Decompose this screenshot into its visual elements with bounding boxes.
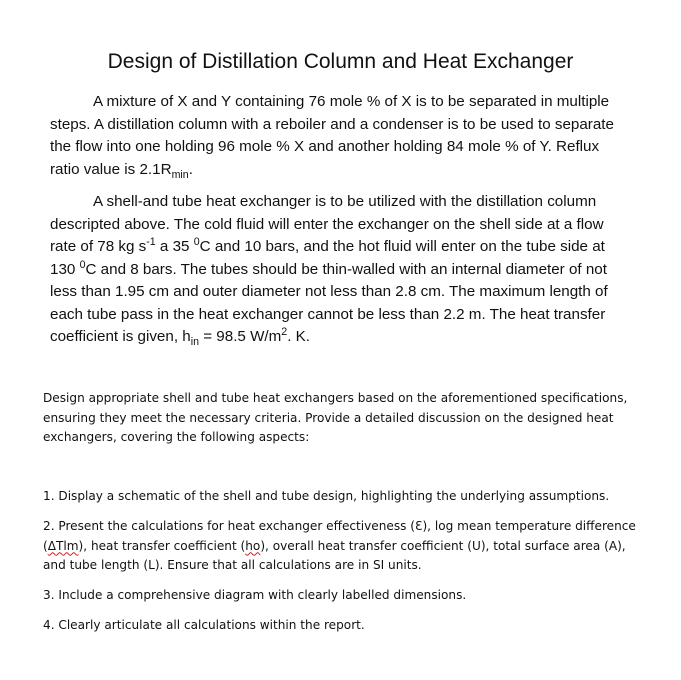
item2-text-b: ), heat transfer coefficient ( <box>78 538 246 553</box>
para2-sup-a: -1 <box>146 235 156 248</box>
item2-text-a: 2. Present the calculations for heat exchanger effectiveness (Ɛ), log mean temperature difference ( <box>43 519 636 553</box>
para2-sub-d: in <box>190 336 199 349</box>
heat-exchanger-paragraph <box>50 191 630 349</box>
list-item-2 <box>43 517 643 576</box>
distillation-paragraph <box>50 91 630 181</box>
spellcheck-word-dtlm: ΔTlm <box>47 538 79 553</box>
item2-text-c: ), overall heat transfer coefficient (U), total surface area (A), and tube length (L). Ensure that all calculations are in SI units. <box>43 538 626 572</box>
para1-text: A mixture of X and Y containing 76 mole % of X is to be separated in multiple steps. A distillation column with a reboiler and a condenser is to be used to separate the flow into one holding 96 mole % X and another holding 84 mole % of Y. Reflux ratio value is 2.1R <box>50 93 614 178</box>
para2-text-c: C and 10 bars, and the hot fluid will enter on the tube side at 130 <box>50 238 605 278</box>
para2-sup-b: 0 <box>193 235 200 248</box>
para2-text-f: . K. <box>287 328 311 345</box>
list-item-4: 4. Clearly articulate all calculations within the report. <box>43 618 365 632</box>
spellcheck-word-ho: ho <box>245 538 261 553</box>
para1-end: . <box>188 160 193 178</box>
para2-sup-c: 0 <box>79 258 86 271</box>
list-item-1: 1. Display a schematic of the shell and tube design, highlighting the underlying assumptions. <box>43 489 610 503</box>
page-title: Design of Distillation Column and Heat Exchanger <box>107 50 574 73</box>
para2-text-a: A shell-and tube heat exchanger is to be utilized with the distillation column descripted above. The cold fluid will enter the exchanger on the shell side at a flow rate of 78 kg s <box>50 193 604 255</box>
para1-subscript: min <box>171 168 189 181</box>
para2-sup-e: 2 <box>281 325 288 338</box>
para2-text-e: = 98.5 W/m <box>199 328 282 345</box>
para2-text-d: C and 8 bars. The tubes should be thin-walled with an internal diameter of not less than 1.95 cm and outer diameter not less than 2.8 cm. The maximum length of each tube pass in the heat exchanger cannot be less than 2.2 m. The heat transfer coefficient is given, h <box>50 260 608 345</box>
list-item-3: 3. Include a comprehensive diagram with clearly labelled dimensions. <box>43 588 467 602</box>
para2-text-b: a 35 <box>155 238 194 255</box>
task-intro-paragraph: Design appropriate shell and tube heat exchangers based on the aforementioned specifications, ensuring they meet the necessary criteria. Provide a detailed discussion on the designed heat exchangers, covering the following aspects: <box>43 391 628 444</box>
